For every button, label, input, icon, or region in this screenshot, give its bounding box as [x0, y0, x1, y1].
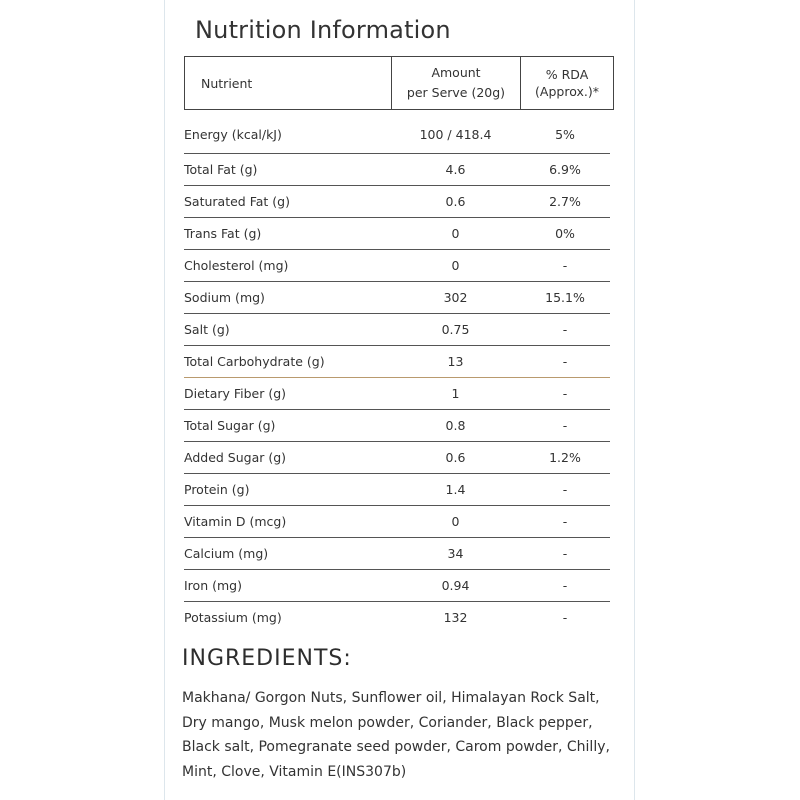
row-amount: 0 — [451, 226, 460, 241]
row-rda: 2.7% — [549, 194, 581, 209]
table-header — [184, 56, 614, 110]
row-amount: 1 — [451, 386, 460, 401]
row-nutrient: Iron (mg) — [184, 578, 242, 593]
row-nutrient: Trans Fat (g) — [184, 226, 262, 241]
table-row — [184, 282, 610, 313]
row-amount: 0.8 — [445, 418, 466, 433]
row-rda: - — [562, 322, 568, 337]
row-nutrient: Total Carbohydrate (g) — [184, 354, 325, 369]
ingredients-title: INGREDIENTS: — [182, 646, 352, 671]
table-row — [184, 186, 610, 217]
row-amount: 0 — [451, 258, 460, 273]
row-rda: 0% — [555, 226, 575, 241]
page-title: Nutrition Information — [195, 16, 451, 44]
table-row — [184, 474, 610, 505]
row-amount: 0.6 — [445, 450, 466, 465]
row-amount: 0.6 — [445, 194, 466, 209]
row-rda: 15.1% — [545, 290, 585, 305]
table-row — [184, 410, 610, 441]
row-rda: - — [562, 418, 568, 433]
row-nutrient: Cholesterol (mg) — [184, 258, 289, 273]
row-rda: 1.2% — [549, 450, 581, 465]
table-row — [184, 570, 610, 601]
header-amount-line2: per Serve (20g) — [406, 85, 506, 100]
row-nutrient: Dietary Fiber (g) — [184, 386, 287, 401]
table-row — [184, 538, 610, 569]
header-rda-line1: % RDA — [545, 67, 589, 82]
row-nutrient: Added Sugar (g) — [184, 450, 287, 465]
row-amount: 0.94 — [441, 578, 470, 593]
row-amount: 0 — [451, 514, 460, 529]
row-amount: 4.6 — [445, 162, 466, 177]
header-rda — [521, 57, 613, 109]
row-amount: 302 — [443, 290, 468, 305]
header-nutrient-label: Nutrient — [201, 75, 253, 91]
row-amount: 1.4 — [445, 482, 466, 497]
table-row — [184, 314, 610, 345]
row-nutrient: Calcium (mg) — [184, 546, 269, 561]
row-nutrient: Energy (kcal/kJ) — [184, 126, 282, 142]
row-rda: - — [562, 546, 568, 561]
row-amount: 13 — [447, 354, 464, 369]
ingredients-text: Makhana/ Gorgon Nuts, Sunflower oil, Himalayan Rock Salt, Dry mango, Musk melon powder, Coriander, Black pepper, Black salt, Pomegranate seed powder, Carom powder, Chilly, Mint, Clove, Vitamin E(INS307b) — [182, 690, 610, 780]
header-amount-line1: Amount — [431, 65, 481, 80]
row-rda: - — [562, 514, 568, 529]
row-amount: 132 — [443, 610, 468, 625]
row-rda: - — [562, 610, 568, 625]
header-nutrient — [185, 57, 392, 109]
row-amount: 100 / 418.4 — [419, 126, 492, 142]
row-rda: 5% — [555, 126, 575, 142]
table-row — [184, 442, 610, 473]
row-nutrient: Salt (g) — [184, 322, 230, 337]
row-rda: - — [562, 578, 568, 593]
header-rda-line2: (Approx.)* — [535, 84, 599, 99]
row-nutrient: Potassium (mg) — [184, 610, 282, 625]
row-nutrient: Saturated Fat (g) — [184, 194, 290, 209]
row-rda: - — [562, 386, 568, 401]
row-rda: - — [562, 354, 568, 369]
row-nutrient: Protein (g) — [184, 482, 250, 497]
row-nutrient: Sodium (mg) — [184, 290, 265, 305]
row-rda: - — [562, 258, 568, 273]
table-row — [184, 378, 610, 409]
row-rda: 6.9% — [549, 162, 581, 177]
nutrition-table-body — [184, 115, 610, 633]
row-nutrient: Total Sugar (g) — [184, 418, 276, 433]
table-row — [184, 602, 610, 633]
table-row — [184, 346, 610, 377]
row-nutrient: Vitamin D (mcg) — [184, 514, 287, 529]
row-amount: 34 — [447, 546, 464, 561]
row-amount: 0.75 — [441, 322, 470, 337]
row-rda: - — [562, 482, 568, 497]
table-row — [184, 115, 610, 153]
table-row — [184, 154, 610, 185]
row-nutrient: Total Fat (g) — [184, 162, 258, 177]
table-row — [184, 218, 610, 249]
header-amount — [392, 57, 521, 109]
table-row — [184, 506, 610, 537]
table-row — [184, 250, 610, 281]
